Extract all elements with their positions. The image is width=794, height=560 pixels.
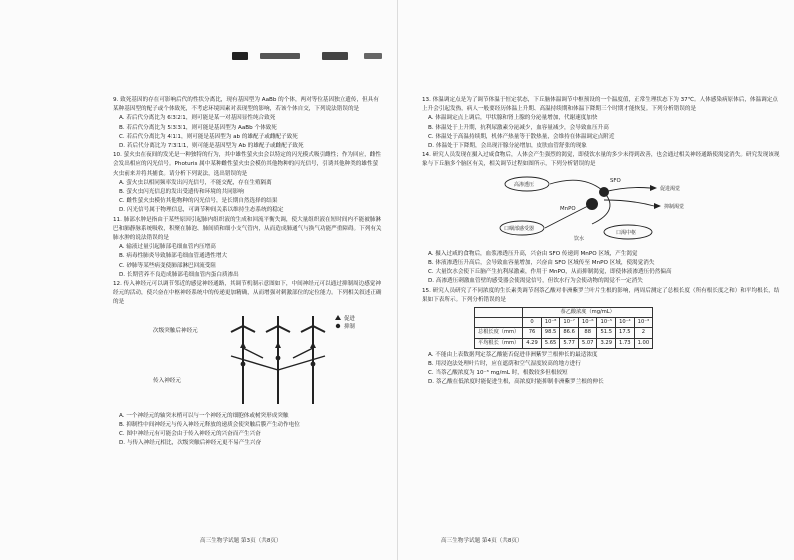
neuron-diagram xyxy=(113,308,383,408)
table-row-label: 总根长度（mm） xyxy=(475,328,523,338)
option-c: C. 若后代分离比为 4∶1∶1，则可能是基因型为 ab 的雄配子或雌配子致死 xyxy=(119,133,298,140)
diagram-legend xyxy=(335,314,355,330)
table-row-label: 平均根长（mm） xyxy=(475,338,523,348)
table-header-cell: 10⁻⁷ xyxy=(560,318,579,328)
header-ink-mark xyxy=(322,52,348,60)
table-cell: 1.00 xyxy=(634,338,653,348)
option-b: B. 体液渗透压升高后，会导致血容量增加，兴奋由 SFO 区域传至 MnPO 区域，使渴觉消失 xyxy=(428,260,655,267)
header-ink-mark xyxy=(260,53,300,59)
table-header-cell: 10⁻⁴ xyxy=(616,318,635,328)
legend-inhibit: 抑制 xyxy=(344,323,355,330)
right-column xyxy=(422,96,782,388)
option-a: A. 不能由上表数据判定萘乙酸能否促进非洲紫罗兰根伸长的最适浓度 xyxy=(428,351,598,358)
table-cell: 17.5 xyxy=(616,328,635,338)
table-row xyxy=(475,328,653,338)
right-page xyxy=(397,0,794,560)
option-b: B. 病毒性肺炎导致肺部毛细血管通透性增大 xyxy=(119,253,228,260)
option-a: A. 摄入过咸的食物后，血浆渗透压升高，兴奋由 SFO 传递到 MnPO 区域，产生渴觉 xyxy=(428,250,638,257)
label-inhibit-thirst: 抑制渴觉 xyxy=(664,203,685,210)
table-corner xyxy=(475,308,523,318)
label-mouth-sensor: 口咽部感受器 xyxy=(504,225,535,232)
question-11 xyxy=(113,216,383,280)
option-c: C. 雌性萤火虫模仿其他物种的闪光信号，是长期自然选择的结果 xyxy=(119,198,278,205)
table-caption: 萘乙酸浓度（mg/mL） xyxy=(523,308,653,318)
table-header-cell: 10⁻⁸ xyxy=(541,318,560,328)
option-b: B. 体温处于上升期，抗利尿激素分泌减少，血容量减少，会导致血压升高 xyxy=(428,124,609,131)
table-cell: 1.73 xyxy=(616,338,635,348)
diagram-label-afferent: 传入神经元 xyxy=(153,377,181,384)
option-a: A. 若后代分离比为 6∶3∶2∶1，则可能是某一对基因显性纯合致死 xyxy=(119,115,276,122)
thirst-pathway-diagram xyxy=(422,170,782,246)
question-stem: 13. 体温调定点是为了调节体温于恒定状态，下丘脑体温调节中枢预设的一个温度值，正常生理状态下为 37℃。人体感染病原体后，体温调定点上升会引起发热，病人一般要经历体温上升期、高温持续期和体温下降期三个时期才能恢复。下列分析错误的是 xyxy=(422,97,778,113)
option-c: C. 大量饮水会使下丘脑产生抗利尿激素，作用于 MnPO，从而抑制渴觉，即使体液渗透压仍然偏高 xyxy=(428,269,672,276)
table-cell: 2 xyxy=(634,328,653,338)
table-cell: 86.6 xyxy=(560,328,579,338)
label-mnpo: MnPO xyxy=(560,205,576,212)
label-high-salt: 高渗透压 xyxy=(514,181,535,188)
question-14 xyxy=(422,151,782,286)
table-cell: 76 xyxy=(523,328,542,338)
option-d: D. 高渗透压刺激血管壁的感受器会使渴觉信号，但饮水行为会使动物的渴觉不一定消失 xyxy=(428,278,643,285)
question-12 xyxy=(113,280,383,449)
table-row xyxy=(475,338,653,348)
option-a: A. 体温调定点上调后，甲状腺和肾上腺的分泌量增加，代谢速度加快 xyxy=(428,115,598,122)
option-d: D. 与传入神经元相比，次级突触后神经元更不易产生兴奋 xyxy=(119,440,262,447)
option-b: B. 若后代分离比为 5∶3∶3∶1，则可能是基因型为 AaBb 个体致死 xyxy=(119,124,277,131)
option-a: A. 萤火虫以相同频率发出闪光信号，不能交配，存在生殖隔离 xyxy=(119,179,272,186)
option-d: D. 萘乙酸在低浓度时能促进生根，高浓度时能抑制非洲紫罗兰根的伸长 xyxy=(428,379,604,386)
table-cell: 98.5 xyxy=(541,328,560,338)
option-d: D. 体温处于下降期，会出现汗腺分泌增加，皮肤血管舒张的现象 xyxy=(428,143,587,150)
question-10 xyxy=(113,151,383,215)
label-promote-thirst: 促进渴觉 xyxy=(660,185,681,192)
option-b: B. 萤火虫闪光信息的发出受遗传和环境的共同影响 xyxy=(119,189,244,196)
table-header-cell: 10⁻³ xyxy=(634,318,653,328)
option-a: A. 一个神经元的轴突末梢可以与一个神经元的细胞体或树突形成突触 xyxy=(119,412,289,419)
question-stem: 14. 研究人员发现在摄入过咸食物后，人体会产生强烈的渴觉，即使饮水量的多少未得到改善，也会通过相关神经通路使渴觉消失。研究发现该现象与下丘脑多个脑区有关，相关调节过程如图所示，下列分析错误的是 xyxy=(422,152,780,168)
option-d: D. 长期营养不良造成肺部毛细血管内蛋白质渗出 xyxy=(119,271,239,278)
table-header-cell: 10⁻⁶ xyxy=(578,318,597,328)
question-stem: 10. 萤火虫在夜间的发光是一种独特的行为，其中雄性萤火虫会以特定的闪光模式吸引雌性；作为回应，雌性会发出相应的闪光信号。Photuris 属中某种雌性萤火虫会模仿其他物种的闪光信号，引诱其他种类的雄性萤火虫前来并将其捕食。请分析下列说法，选出错误的是 xyxy=(113,152,381,177)
table-cell: 51.5 xyxy=(597,328,616,338)
header-band xyxy=(0,0,397,70)
question-15 xyxy=(422,287,782,388)
label-drink: 饮水 xyxy=(574,235,585,242)
diagram-label-postsynaptic: 次级突触后神经元 xyxy=(153,327,198,334)
table-header-cell: 0 xyxy=(523,318,542,328)
label-sfo: SFO xyxy=(610,177,621,184)
question-stem: 9. 致死基因的存在可影响后代的性状分离比，现有基因型为 AaBb 的个体，两对等位基因独立遗传，但具有某种基因型的配子或个体致死，不考虑环境因素对表现型的影响，若该个体自交，下列说法错误的是 xyxy=(113,97,379,113)
question-stem: 12. 传入神经元可以调节邻近的感觉神经通路，其调节机制示意图如下，中间神经元可以通过抑制周边感觉神经元的活动，使兴奋在中枢神经系统中的传递更加精确，从而增强对刺激部位的定位能力。下列相关叙述正确的是 xyxy=(113,281,382,306)
label-thirst-center: 口渴中枢 xyxy=(616,229,637,236)
option-c: C. 当萘乙酸浓度为 10⁻³ mg/mL 时，根数较多但根较短 xyxy=(428,370,568,377)
page-footer: 高三生物学试题 第4页（共8页） xyxy=(441,538,523,544)
question-9 xyxy=(113,96,383,151)
option-d: D. 闪光信号属于物理信息，可调节种间关系以维持生态系统的稳定 xyxy=(119,207,284,214)
table-cell: 88 xyxy=(578,328,597,338)
option-c: C. 体温处于高温持续期，机体产热量等于散热量，会维持在体温调定点附近 xyxy=(428,133,615,140)
option-a: A. 输液过量引起肺部毛细血管内压增高 xyxy=(119,244,216,251)
header-ink-mark xyxy=(232,52,248,60)
left-column xyxy=(113,96,383,449)
question-13 xyxy=(422,96,782,151)
table-cell: 5.07 xyxy=(578,338,597,348)
option-c: C. 图中神经元有可能会由于传入神经元的兴奋而产生兴奋 xyxy=(119,431,261,438)
header-ink-mark xyxy=(364,53,382,59)
question-stem: 15. 研究人员研究了不同浓度的生长素类调节剂萘乙酸对非洲紫罗兰叶片生根的影响，两周后测定了总根长度（所有根长度之和）和平均根长，结果如下表所示。下列分析错误的是 xyxy=(422,287,780,303)
page-footer: 高三生物学试题 第3页（共8页） xyxy=(200,538,282,544)
option-b: B. 抑制性中间神经元与传入神经元释放的递质会使突触后膜产生动作电位 xyxy=(119,422,300,429)
naa-results-table xyxy=(474,307,653,349)
table-header-cell: 10⁻⁵ xyxy=(597,318,616,328)
question-stem: 11. 肺部水肿是指由于某些原因引起肺内组织液的生成和回流平衡失调，使大量组织液在短时间内不能被肺淋巴和肺静脉系统吸收，积聚在肺泡、肺间质和细小支气管内，从而造成肺通气与换气功能严重障碍。下列有关肺水肿的说法错误的是 xyxy=(113,216,382,242)
table-cell: 4.29 xyxy=(523,338,542,348)
legend-promote: 促进 xyxy=(344,315,355,322)
option-b: B. 用浸泡法处理叶片时，应在遮荫和空气湿度较高的地方进行 xyxy=(428,361,581,368)
option-d: D. 若后代分离比为 7∶3∶1∶1，则可能是基因型为 Ab 的雄配子或雌配子致死 xyxy=(119,143,304,150)
table-corner xyxy=(475,318,523,328)
option-c: C. 砂肺等某些病变使肺部淋巴回流受阻 xyxy=(119,262,216,269)
table-cell: 5.65 xyxy=(541,338,560,348)
table-cell: 5.77 xyxy=(560,338,579,348)
table-header-row xyxy=(475,318,653,328)
table-cell: 3.29 xyxy=(597,338,616,348)
